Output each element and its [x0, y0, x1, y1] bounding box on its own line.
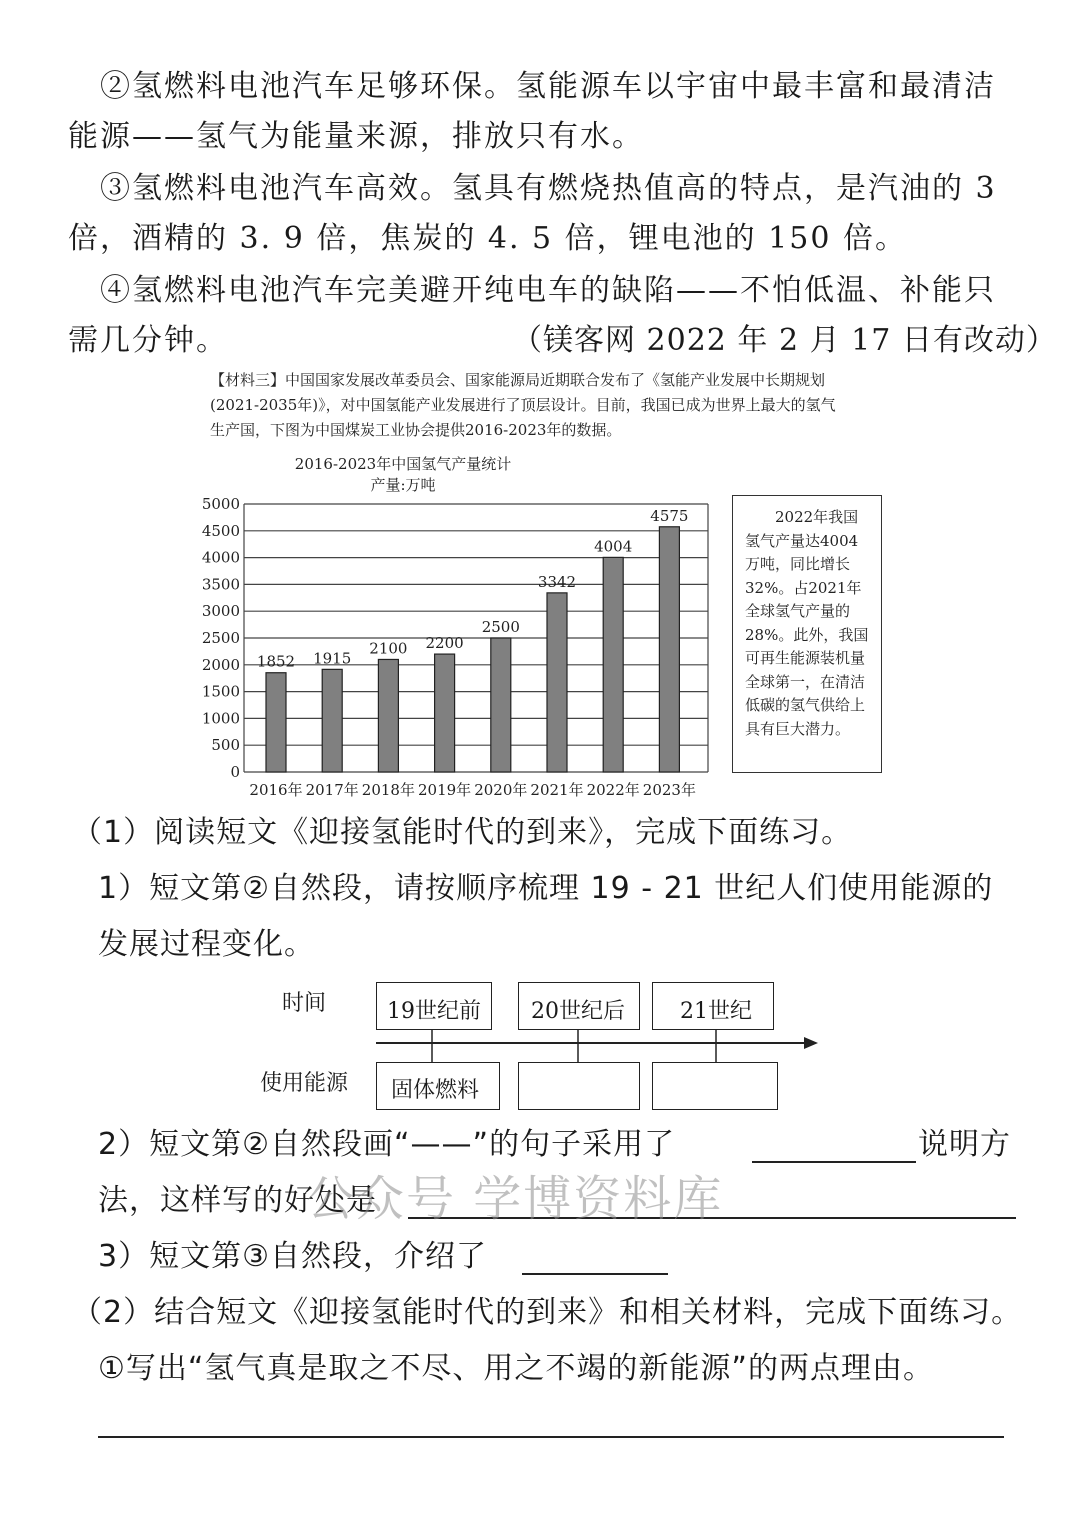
answer-blank-reasons[interactable]: [98, 1436, 1004, 1438]
question-1-1-line2: 发展过程变化。: [98, 927, 315, 962]
question-2: （2）结合短文《迎接氢能时代的到来》和相关材料，完成下面练习。: [72, 1295, 1023, 1330]
chart-bar: [603, 557, 623, 772]
chart-title: 2016-2023年中国氢气产量统计: [294, 455, 512, 473]
question-1: （1）阅读短文《迎接氢能时代的到来》，完成下面练习。: [72, 815, 853, 850]
chart-ytick-label: 1500: [201, 682, 240, 701]
chart-bar: [378, 659, 398, 772]
passage-p3-line2: 倍，酒精的 3. 9 倍，焦炭的 4. 5 倍，锂电池的 150 倍。: [68, 221, 907, 256]
chart-bar: [266, 673, 286, 772]
chart-value-label: 4575: [650, 506, 689, 525]
question-1-3: 3）短文第③自然段，介绍了: [98, 1239, 487, 1274]
chart-ytick-label: 2500: [201, 629, 240, 647]
chart-category-label: 2018年: [361, 781, 415, 799]
chart-value-label: 3342: [537, 572, 577, 591]
chart-bar: [322, 669, 342, 772]
material3-line3: 生产国，下图为中国煤炭工业协会提供2016-2023年的数据。: [210, 421, 622, 439]
chart-value-label: 2200: [425, 634, 464, 653]
chart-value-label: 2500: [481, 618, 520, 636]
timeline-time-label: 时间: [282, 991, 327, 1016]
passage-p4-line1: ④氢燃料电池汽车完美避开纯电车的缺陷——不怕低温、补能只: [100, 273, 996, 308]
chart-ytick-label: 3000: [201, 602, 240, 621]
material3-line1: 【材料三】中国国家发展改革委员会、国家能源局近期联合发布了《氢能产业发展中长期规划: [210, 371, 826, 389]
chart-value-label: 1852: [256, 652, 296, 671]
question-2-1: ①写出“氢气真是取之不尽、用之不竭的新能源”的两点理由。: [98, 1351, 934, 1386]
timeline-period-2-label: 20世纪后: [531, 999, 625, 1024]
timeline-period-3-label: 21世纪: [680, 999, 752, 1024]
chart-ylabel: 产量:万吨: [370, 476, 436, 494]
chart-ytick-label: 2000: [201, 655, 240, 674]
passage-p4-line2: 需几分钟。: [68, 323, 228, 358]
question-1-2-line1: 2）短文第②自然段画“——”的句子采用了: [98, 1127, 676, 1162]
timeline-energy-1-label: 固体燃料: [391, 1078, 480, 1103]
chart-category-label: 2020年: [474, 781, 528, 799]
chart-category-label: 2016年: [249, 781, 303, 799]
chart-category-label: 2022年: [586, 781, 640, 799]
chart-ytick-label: 4000: [201, 548, 240, 567]
answer-blank-para3[interactable]: [522, 1273, 668, 1275]
chart-ytick-label: 500: [211, 736, 240, 755]
passage-source: （镁客网 2022 年 2 月 17 日有改动）: [512, 323, 1057, 358]
chart-ytick-label: 5000: [201, 495, 240, 513]
chart-value-label: 4004: [594, 537, 633, 556]
chart-value-label: 1915: [313, 649, 352, 668]
chart-ytick-label: 3500: [201, 575, 240, 594]
chart-ytick-label: 0: [230, 763, 240, 781]
answer-blank-method[interactable]: [752, 1161, 916, 1163]
timeline-energy-3-blank[interactable]: [652, 1062, 778, 1110]
chart-category-label: 2017年: [305, 781, 359, 799]
chart-note: 2022年我国氢气产量达4004万吨，同比增长32%。占2021年全球氢气产量的28%。此外，我国可再生能源装机量全球第一，在清洁低碳的氢气供给上具有巨大潜力。: [732, 495, 882, 773]
chart-bar: [491, 638, 511, 772]
chart-value-label: 2100: [369, 639, 408, 658]
chart-ytick-label: 1000: [201, 709, 240, 728]
chart-category-label: 2023年: [642, 781, 696, 799]
timeline-energy-2-blank[interactable]: [518, 1062, 640, 1110]
question-1-2-line2: 法，这样写的好处是: [98, 1183, 377, 1218]
passage-p3-line1: ③氢燃料电池汽车高效。氢具有燃烧热值高的特点，是汽油的 3: [100, 171, 997, 206]
timeline-period-1-label: 19世纪前: [387, 999, 481, 1024]
chart-bar: [435, 654, 455, 772]
passage-p2-line1: ②氢燃料电池汽车足够环保。氢能源车以宇宙中最丰富和最清洁: [100, 69, 996, 104]
chart-bar: [547, 593, 567, 772]
chart-bar: [659, 527, 679, 772]
timeline-energy-label: 使用能源: [260, 1071, 349, 1096]
question-1-2-suffix: 说明方: [918, 1127, 1011, 1162]
chart-ytick-label: 4500: [201, 521, 240, 540]
question-1-1-line1: 1）短文第②自然段，请按顺序梳理 19 - 21 世纪人们使用能源的: [98, 871, 994, 906]
watermark: 公众号 学博资料库: [306, 1171, 724, 1227]
chart-category-label: 2021年: [530, 781, 584, 799]
passage-p2-line2: 能源——氢气为能量来源，排放只有水。: [68, 119, 644, 154]
material3-line2: (2021-2035年)》，对中国氢能产业发展进行了顶层设计。目前，我国已成为世界上最大的氢气: [210, 396, 836, 414]
chart-category-label: 2019年: [418, 781, 472, 799]
